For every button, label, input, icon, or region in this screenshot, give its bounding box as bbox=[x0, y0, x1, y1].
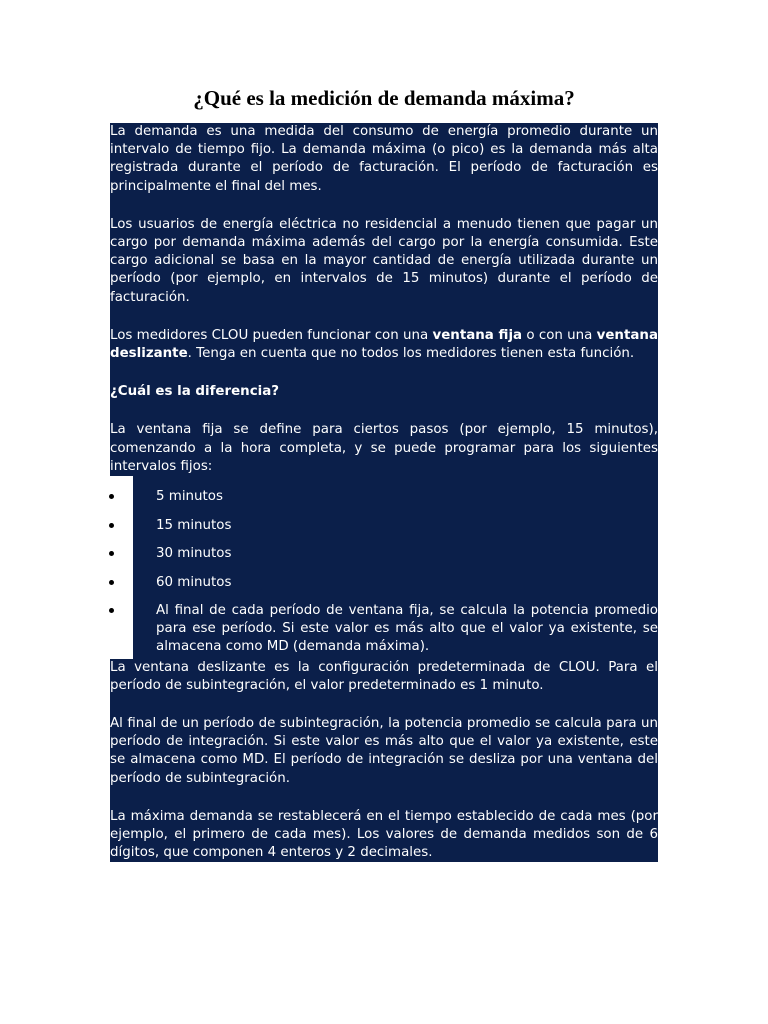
paragraph-fixed-window: La ventana fija se define para ciertos pasos (por ejemplo, 15 minutos), comenzando a la hora completa, y se puede programar para los siguientes intervalos fijos: bbox=[110, 421, 658, 476]
fixed-window-term: ventana fija bbox=[432, 327, 523, 343]
meter-modes-text-e: . Tenga en cuenta que no todos los medidores tienen esta función. bbox=[187, 346, 635, 362]
paragraph-sliding-window: La ventana deslizante es la configuración predeterminada de CLOU. Para el período de subintegración, el valor predeterminado es 1 minuto. bbox=[110, 659, 658, 695]
paragraph-meter-modes bbox=[110, 327, 658, 363]
list-item: 15 minutos bbox=[133, 517, 658, 535]
paragraph-integration: Al final de un período de subintegración, la potencia promedio se calcula para un período de integración. Si este valor es más alto que el valor ya existente, este se almacena como MD. El período de integración se desliza por una ventana del período de subintegración. bbox=[110, 715, 658, 788]
meter-modes-text-a: Los medidores CLOU pueden funcionar con una bbox=[110, 327, 433, 343]
interval-list-wrapper bbox=[110, 476, 658, 659]
section-heading: ¿Cuál es la diferencia? bbox=[110, 383, 658, 401]
page-title: ¿Qué es la medición de demanda máxima? bbox=[193, 86, 575, 110]
bullet-icon bbox=[109, 580, 114, 585]
interval-list bbox=[133, 488, 658, 657]
paragraph-definition: La demanda es una medida del consumo de energía promedio durante un intervalo de tiempo fijo. La demanda máxima (o pico) es la demanda más alta registrada durante el período de facturación. El período de facturación es principalmente el final del mes. bbox=[110, 123, 658, 196]
list-item: 5 minutos bbox=[133, 488, 658, 506]
bullet-icon bbox=[109, 523, 114, 528]
document-body bbox=[110, 123, 658, 862]
paragraph-charges: Los usuarios de energía eléctrica no residencial a menudo tienen que pagar un cargo por demanda máxima además del cargo por la energía consumida. Este cargo adicional se basa en la mayor cantidad de energía utilizada durante un período (por ejemplo, en intervalos de 15 minutos) durante el período de facturación. bbox=[110, 216, 658, 307]
meter-modes-text-c: o con una bbox=[522, 327, 597, 343]
list-item: 30 minutos bbox=[133, 545, 658, 563]
paragraph-reset: La máxima demanda se restablecerá en el tiempo establecido de cada mes (por ejemplo, el primero de cada mes). Los valores de demanda medidos son de 6 dígitos, que componen 4 enteros y 2 decimales. bbox=[110, 808, 658, 863]
list-item: Al final de cada período de ventana fija, se calcula la potencia promedio para ese período. Si este valor es más alto que el valor ya existente, se almacena como MD (demanda máxima). bbox=[133, 602, 658, 657]
list-item: 60 minutos bbox=[133, 574, 658, 592]
sliding-window-term: ventana deslizante bbox=[110, 327, 658, 362]
